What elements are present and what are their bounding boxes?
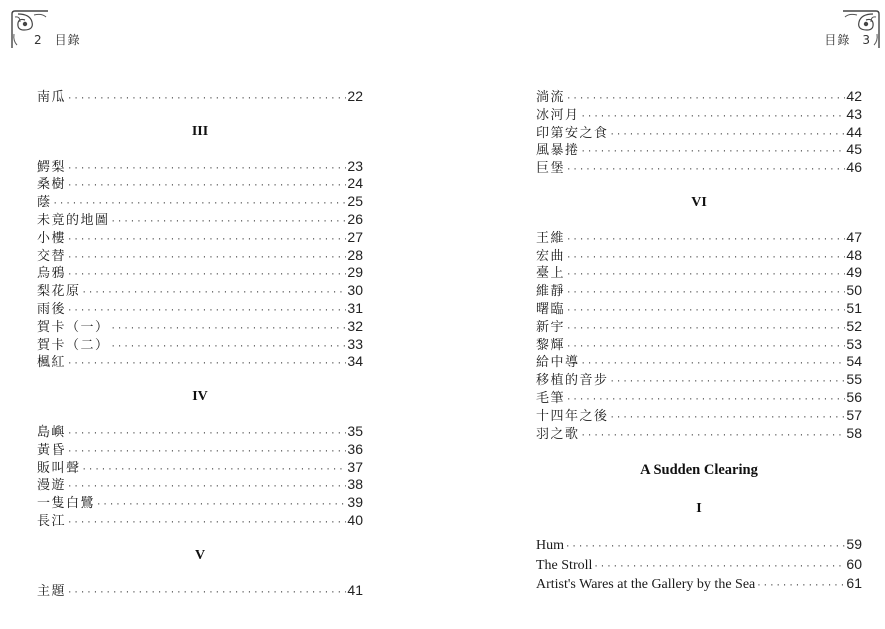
- entry-page-number: 28: [347, 246, 363, 263]
- entry-title: 風暴捲: [536, 143, 580, 159]
- toc-entry: [37, 282, 363, 300]
- dot-leader: [565, 538, 845, 558]
- entry-page-number: 51: [846, 299, 862, 316]
- entry-page-number: 44: [846, 123, 862, 140]
- dot-leader: [566, 162, 845, 180]
- entry-page-number: 22: [347, 88, 363, 104]
- entry-page-number: 58: [846, 424, 862, 441]
- dot-leader: [111, 214, 347, 232]
- entry-page-number: 52: [846, 317, 862, 334]
- entry-title: 冰河月: [536, 107, 580, 123]
- entry-title: The Stroll: [536, 557, 593, 573]
- toc-entry: [37, 582, 363, 600]
- section-heading: IV: [192, 389, 208, 405]
- entry-page-number: 50: [846, 282, 862, 299]
- dot-leader: [566, 339, 845, 357]
- entry-title: 王維: [536, 230, 566, 246]
- running-head: [824, 31, 871, 48]
- toc-entry: [37, 512, 363, 530]
- toc-entry: [37, 441, 363, 459]
- entry-page-number: 42: [846, 88, 862, 104]
- entry-page-number: 31: [347, 299, 363, 316]
- entry-title: 烏鴉: [37, 266, 67, 282]
- dot-leader: [67, 585, 346, 603]
- entry-page-number: 49: [846, 264, 862, 281]
- entry-page-number: 36: [347, 440, 363, 457]
- entry-page-number: 40: [347, 511, 363, 528]
- entry-title: 賀卡（二）: [37, 337, 110, 353]
- dot-leader: [610, 374, 846, 392]
- entry-page-number: 41: [347, 581, 363, 598]
- entry-title: 臺上: [536, 266, 566, 282]
- dot-leader: [67, 178, 346, 196]
- entry-title: 蔭: [37, 195, 52, 211]
- dot-leader: [566, 232, 845, 250]
- spacer: [536, 479, 862, 500]
- entry-title: 毛筆: [536, 390, 566, 406]
- toc-entry: [37, 423, 363, 441]
- toc-entry: [37, 336, 363, 354]
- spacer: [37, 406, 363, 423]
- entry-title: 移植的音步: [536, 373, 609, 389]
- entry-page-number: 26: [347, 210, 363, 227]
- entry-title: 黎輝: [536, 337, 566, 353]
- entry-title: 十四年之後: [536, 408, 609, 424]
- section-heading: I: [696, 501, 702, 517]
- entry-title: 印第安之食: [536, 125, 609, 141]
- toc-entry: [536, 300, 862, 318]
- dot-leader: [67, 515, 346, 533]
- spacer: [37, 565, 363, 582]
- dot-leader: [581, 356, 846, 374]
- entry-title: 賀卡（一）: [37, 319, 110, 335]
- entry-page-number: 35: [347, 422, 363, 439]
- entry-page-number: 24: [347, 175, 363, 192]
- entry-page-number: 48: [846, 246, 862, 263]
- dot-leader: [67, 232, 346, 250]
- dot-leader: [610, 410, 846, 428]
- entry-title: 曙臨: [536, 301, 566, 317]
- right-page: [443, 0, 885, 629]
- dot-leader: [566, 91, 845, 109]
- toc-entry: [37, 300, 363, 318]
- dot-leader: [67, 479, 346, 497]
- entry-page-number: 57: [846, 406, 862, 423]
- dot-leader: [111, 339, 347, 357]
- dot-leader: [566, 321, 845, 339]
- page-number: 3: [862, 33, 871, 47]
- entry-page-number: 37: [347, 458, 363, 475]
- entry-page-number: 46: [846, 159, 862, 176]
- toc-entry: [536, 159, 862, 177]
- toc-entry: [536, 141, 862, 159]
- entry-page-number: 59: [846, 536, 862, 553]
- entry-page-number: 39: [347, 494, 363, 511]
- toc-entry: [536, 318, 862, 336]
- dot-leader: [581, 144, 846, 162]
- table-of-contents: [536, 88, 862, 594]
- entry-title: 小樓: [37, 230, 67, 246]
- dot-leader: [566, 285, 845, 303]
- entry-page-number: 25: [347, 193, 363, 210]
- spacer: [536, 212, 862, 229]
- entry-title: 宏曲: [536, 248, 566, 264]
- entry-title: 一隻白鷺: [37, 496, 96, 512]
- dot-leader: [67, 91, 346, 109]
- entry-page-number: 29: [347, 264, 363, 281]
- toc-entry: [37, 264, 363, 282]
- entry-title: Artist's Wares at the Gallery by the Sea: [536, 577, 756, 593]
- entry-title: 長江: [37, 513, 67, 529]
- running-head-title: 目錄: [54, 33, 81, 47]
- entry-title: 巨堡: [536, 161, 566, 177]
- toc-entry: [37, 193, 363, 211]
- dot-leader: [566, 303, 845, 321]
- toc-entry: [536, 535, 862, 555]
- toc-entry: [37, 175, 363, 193]
- entry-page-number: 47: [846, 228, 862, 245]
- spacer: [37, 141, 363, 158]
- entry-page-number: 38: [347, 476, 363, 493]
- entry-title: 雨後: [37, 301, 67, 317]
- entry-page-number: 23: [347, 157, 363, 174]
- dot-leader: [82, 462, 347, 480]
- entry-page-number: 32: [347, 317, 363, 334]
- toc-entry: [536, 247, 862, 265]
- toc-entry: [536, 353, 862, 371]
- toc-entry: [37, 494, 363, 512]
- dot-leader: [581, 109, 846, 127]
- entry-title: 島嶼: [37, 424, 67, 440]
- toc-entry: [536, 371, 862, 389]
- entry-title: 淌流: [536, 90, 566, 105]
- running-head: [34, 31, 81, 48]
- toc-entry: [37, 88, 363, 106]
- toc-entry: [536, 389, 862, 407]
- toc-entry: [536, 282, 862, 300]
- toc-entry: [536, 264, 862, 282]
- toc-entry: [37, 318, 363, 336]
- dot-leader: [67, 356, 346, 374]
- entry-title: 楓紅: [37, 355, 67, 371]
- toc-entry: [37, 353, 363, 371]
- toc-entry: [37, 476, 363, 494]
- dot-leader: [566, 250, 845, 268]
- dot-leader: [96, 497, 346, 515]
- entry-page-number: 27: [347, 228, 363, 245]
- entry-page-number: 33: [347, 335, 363, 352]
- entry-title: 黃昏: [37, 442, 67, 458]
- entry-title: 桑樹: [37, 177, 67, 193]
- entry-page-number: 34: [347, 353, 363, 370]
- dot-leader: [610, 127, 846, 145]
- toc-entry: [536, 88, 862, 106]
- spacer: [536, 518, 862, 535]
- dot-leader: [566, 267, 845, 285]
- entry-page-number: 54: [846, 353, 862, 370]
- toc-entry: [536, 574, 862, 594]
- toc-entry: [37, 211, 363, 229]
- toc-entry: [37, 247, 363, 265]
- toc-entry: [37, 229, 363, 247]
- entry-title: 漫遊: [37, 478, 67, 494]
- table-of-contents: [37, 88, 363, 599]
- entry-page-number: 30: [347, 282, 363, 299]
- entry-page-number: 60: [846, 555, 862, 572]
- toc-entry: [37, 459, 363, 477]
- entry-page-number: 45: [846, 141, 862, 158]
- entry-title: 維靜: [536, 284, 566, 300]
- toc-entry: [536, 336, 862, 354]
- book-title: A Sudden Clearing: [640, 462, 758, 479]
- toc-entry: [536, 229, 862, 247]
- entry-title: 新宇: [536, 319, 566, 335]
- running-head-title: 目錄: [824, 33, 851, 47]
- entry-title: 交替: [37, 248, 67, 264]
- dot-leader: [581, 428, 846, 446]
- toc-entry: [37, 158, 363, 176]
- dot-leader: [756, 577, 845, 597]
- toc-entry: [536, 124, 862, 142]
- section-heading: VI: [691, 194, 707, 210]
- entry-page-number: 43: [846, 105, 862, 122]
- dot-leader: [67, 161, 346, 179]
- dot-leader: [111, 321, 347, 339]
- dot-leader: [67, 444, 346, 462]
- toc-entry: [536, 425, 862, 443]
- toc-entry: [536, 106, 862, 124]
- entry-title: 主題: [37, 583, 67, 599]
- dot-leader: [67, 250, 346, 268]
- toc-entry: [536, 555, 862, 575]
- dot-leader: [82, 285, 347, 303]
- entry-title: 販叫聲: [37, 460, 81, 476]
- section-heading: V: [194, 547, 206, 563]
- section-heading: III: [191, 123, 209, 139]
- entry-title: 南瓜: [37, 90, 67, 105]
- entry-title: 梨花原: [37, 284, 81, 300]
- entry-title: 鰐梨: [37, 159, 67, 175]
- entry-page-number: 56: [846, 388, 862, 405]
- entry-title: Hum: [536, 538, 564, 554]
- entry-title: 羽之歌: [536, 426, 580, 442]
- entry-page-number: 61: [846, 575, 862, 592]
- entry-title: 未竟的地圖: [37, 212, 110, 228]
- page-number: 2: [34, 33, 43, 47]
- entry-page-number: 53: [846, 335, 862, 352]
- left-page: [0, 0, 442, 629]
- entry-title: 給中導: [536, 355, 580, 371]
- dot-leader: [67, 267, 346, 285]
- entry-page-number: 55: [846, 371, 862, 388]
- dot-leader: [67, 426, 346, 444]
- toc-entry: [536, 407, 862, 425]
